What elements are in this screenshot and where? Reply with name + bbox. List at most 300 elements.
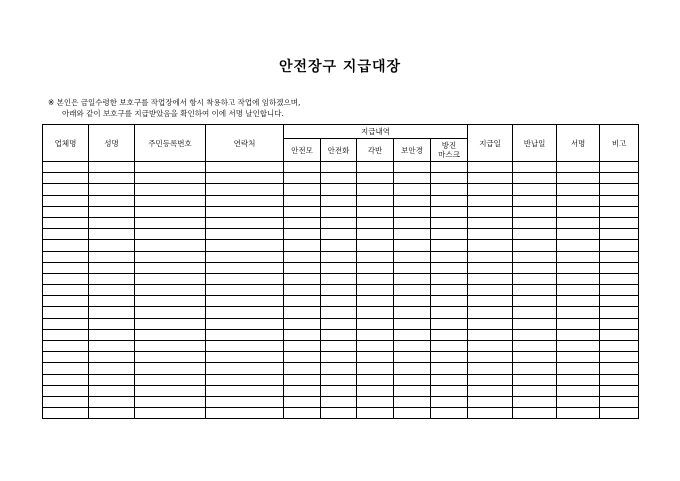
table-cell[interactable]: [394, 352, 431, 363]
table-cell[interactable]: [357, 206, 394, 217]
table-cell[interactable]: [394, 385, 431, 396]
table-cell[interactable]: [135, 396, 206, 407]
table-cell[interactable]: [135, 385, 206, 396]
table-cell[interactable]: [600, 329, 639, 340]
table-cell[interactable]: [43, 240, 89, 251]
table-cell[interactable]: [321, 162, 357, 173]
table-cell[interactable]: [135, 262, 206, 273]
table-cell[interactable]: [557, 307, 600, 318]
table-cell[interactable]: [600, 184, 639, 195]
table-cell[interactable]: [357, 374, 394, 385]
table-cell[interactable]: [89, 251, 135, 262]
table-cell[interactable]: [513, 408, 557, 419]
table-cell[interactable]: [43, 251, 89, 262]
table-cell[interactable]: [468, 408, 513, 419]
table-cell[interactable]: [357, 307, 394, 318]
table-cell[interactable]: [321, 273, 357, 284]
table-cell[interactable]: [513, 273, 557, 284]
table-cell[interactable]: [431, 408, 468, 419]
table-cell[interactable]: [431, 329, 468, 340]
table-cell[interactable]: [43, 329, 89, 340]
table-cell[interactable]: [431, 374, 468, 385]
table-cell[interactable]: [43, 396, 89, 407]
table-cell[interactable]: [513, 341, 557, 352]
table-cell[interactable]: [394, 408, 431, 419]
table-cell[interactable]: [89, 162, 135, 173]
table-cell[interactable]: [431, 385, 468, 396]
table-cell[interactable]: [321, 217, 357, 228]
table-cell[interactable]: [321, 195, 357, 206]
table-cell[interactable]: [89, 385, 135, 396]
table-cell[interactable]: [206, 251, 284, 262]
table-cell[interactable]: [321, 173, 357, 184]
table-cell[interactable]: [431, 184, 468, 195]
table-cell[interactable]: [557, 240, 600, 251]
table-cell[interactable]: [513, 162, 557, 173]
table-cell[interactable]: [600, 341, 639, 352]
table-cell[interactable]: [431, 262, 468, 273]
table-cell[interactable]: [43, 184, 89, 195]
table-cell[interactable]: [357, 341, 394, 352]
table-cell[interactable]: [89, 363, 135, 374]
table-cell[interactable]: [89, 206, 135, 217]
table-cell[interactable]: [431, 352, 468, 363]
table-cell[interactable]: [600, 217, 639, 228]
table-cell[interactable]: [431, 296, 468, 307]
table-cell[interactable]: [284, 408, 321, 419]
table-cell[interactable]: [89, 173, 135, 184]
table-cell[interactable]: [43, 173, 89, 184]
table-cell[interactable]: [284, 385, 321, 396]
table-cell[interactable]: [43, 307, 89, 318]
table-cell[interactable]: [394, 240, 431, 251]
table-cell[interactable]: [394, 318, 431, 329]
table-cell[interactable]: [431, 240, 468, 251]
table-cell[interactable]: [135, 162, 206, 173]
table-cell[interactable]: [600, 240, 639, 251]
table-cell[interactable]: [284, 162, 321, 173]
table-cell[interactable]: [394, 229, 431, 240]
table-cell[interactable]: [394, 374, 431, 385]
table-cell[interactable]: [284, 251, 321, 262]
table-cell[interactable]: [557, 217, 600, 228]
table-cell[interactable]: [43, 273, 89, 284]
table-cell[interactable]: [513, 352, 557, 363]
table-cell[interactable]: [135, 195, 206, 206]
table-cell[interactable]: [321, 363, 357, 374]
table-cell[interactable]: [43, 195, 89, 206]
table-cell[interactable]: [135, 251, 206, 262]
table-cell[interactable]: [600, 173, 639, 184]
table-cell[interactable]: [284, 206, 321, 217]
table-cell[interactable]: [600, 162, 639, 173]
table-cell[interactable]: [513, 262, 557, 273]
table-cell[interactable]: [513, 206, 557, 217]
table-cell[interactable]: [43, 285, 89, 296]
table-cell[interactable]: [513, 329, 557, 340]
table-cell[interactable]: [206, 329, 284, 340]
table-cell[interactable]: [468, 229, 513, 240]
table-cell[interactable]: [394, 217, 431, 228]
table-cell[interactable]: [321, 385, 357, 396]
table-cell[interactable]: [284, 363, 321, 374]
table-cell[interactable]: [43, 408, 89, 419]
table-cell[interactable]: [284, 262, 321, 273]
table-cell[interactable]: [513, 374, 557, 385]
table-cell[interactable]: [468, 285, 513, 296]
table-cell[interactable]: [135, 374, 206, 385]
table-cell[interactable]: [357, 408, 394, 419]
table-cell[interactable]: [600, 195, 639, 206]
table-cell[interactable]: [394, 195, 431, 206]
table-cell[interactable]: [431, 162, 468, 173]
table-cell[interactable]: [284, 195, 321, 206]
table-cell[interactable]: [557, 206, 600, 217]
table-cell[interactable]: [431, 396, 468, 407]
table-cell[interactable]: [321, 318, 357, 329]
table-cell[interactable]: [468, 195, 513, 206]
table-cell[interactable]: [600, 307, 639, 318]
table-cell[interactable]: [394, 162, 431, 173]
table-cell[interactable]: [394, 262, 431, 273]
table-cell[interactable]: [321, 206, 357, 217]
table-cell[interactable]: [600, 352, 639, 363]
table-cell[interactable]: [557, 173, 600, 184]
table-cell[interactable]: [43, 341, 89, 352]
table-cell[interactable]: [513, 385, 557, 396]
table-cell[interactable]: [357, 217, 394, 228]
table-cell[interactable]: [513, 195, 557, 206]
table-cell[interactable]: [89, 273, 135, 284]
table-cell[interactable]: [321, 374, 357, 385]
table-cell[interactable]: [321, 352, 357, 363]
table-cell[interactable]: [557, 273, 600, 284]
table-cell[interactable]: [600, 374, 639, 385]
table-cell[interactable]: [431, 341, 468, 352]
table-cell[interactable]: [135, 363, 206, 374]
table-cell[interactable]: [557, 229, 600, 240]
table-cell[interactable]: [135, 285, 206, 296]
table-cell[interactable]: [206, 307, 284, 318]
table-cell[interactable]: [600, 273, 639, 284]
table-cell[interactable]: [206, 162, 284, 173]
table-cell[interactable]: [284, 352, 321, 363]
table-cell[interactable]: [357, 195, 394, 206]
table-cell[interactable]: [513, 296, 557, 307]
table-cell[interactable]: [321, 307, 357, 318]
table-cell[interactable]: [284, 184, 321, 195]
table-cell[interactable]: [135, 352, 206, 363]
table-cell[interactable]: [321, 396, 357, 407]
table-cell[interactable]: [321, 341, 357, 352]
table-cell[interactable]: [468, 318, 513, 329]
table-cell[interactable]: [206, 374, 284, 385]
table-cell[interactable]: [321, 262, 357, 273]
table-cell[interactable]: [513, 285, 557, 296]
table-cell[interactable]: [206, 229, 284, 240]
table-cell[interactable]: [431, 229, 468, 240]
table-cell[interactable]: [206, 408, 284, 419]
table-cell[interactable]: [89, 285, 135, 296]
table-cell[interactable]: [89, 374, 135, 385]
table-cell[interactable]: [135, 329, 206, 340]
table-cell[interactable]: [43, 296, 89, 307]
table-cell[interactable]: [468, 251, 513, 262]
table-cell[interactable]: [206, 184, 284, 195]
table-cell[interactable]: [468, 396, 513, 407]
table-cell[interactable]: [431, 363, 468, 374]
table-cell[interactable]: [206, 318, 284, 329]
table-cell[interactable]: [89, 217, 135, 228]
table-cell[interactable]: [431, 206, 468, 217]
table-cell[interactable]: [513, 240, 557, 251]
table-cell[interactable]: [600, 251, 639, 262]
table-cell[interactable]: [321, 329, 357, 340]
table-cell[interactable]: [431, 307, 468, 318]
table-cell[interactable]: [135, 206, 206, 217]
table-cell[interactable]: [89, 195, 135, 206]
table-cell[interactable]: [431, 285, 468, 296]
table-row: [43, 273, 639, 284]
table-cell[interactable]: [89, 229, 135, 240]
table-cell[interactable]: [357, 329, 394, 340]
table-cell[interactable]: [321, 285, 357, 296]
table-cell[interactable]: [357, 296, 394, 307]
table-cell[interactable]: [357, 396, 394, 407]
table-cell[interactable]: [284, 285, 321, 296]
table-cell[interactable]: [206, 240, 284, 251]
table-cell[interactable]: [357, 262, 394, 273]
table-cell[interactable]: [89, 318, 135, 329]
table-cell[interactable]: [321, 408, 357, 419]
table-cell[interactable]: [513, 251, 557, 262]
table-cell[interactable]: [513, 363, 557, 374]
table-cell[interactable]: [431, 273, 468, 284]
table-cell[interactable]: [43, 217, 89, 228]
table-cell[interactable]: [89, 296, 135, 307]
table-cell[interactable]: [357, 184, 394, 195]
table-cell[interactable]: [513, 229, 557, 240]
table-cell[interactable]: [600, 318, 639, 329]
table-cell[interactable]: [600, 296, 639, 307]
table-cell[interactable]: [557, 318, 600, 329]
table-cell[interactable]: [513, 184, 557, 195]
table-cell[interactable]: [600, 363, 639, 374]
table-cell[interactable]: [43, 363, 89, 374]
table-cell[interactable]: [468, 206, 513, 217]
table-cell[interactable]: [431, 173, 468, 184]
table-cell[interactable]: [89, 329, 135, 340]
table-cell[interactable]: [89, 240, 135, 251]
table-cell[interactable]: [468, 173, 513, 184]
table-cell[interactable]: [468, 217, 513, 228]
table-cell[interactable]: [284, 296, 321, 307]
table-cell[interactable]: [513, 318, 557, 329]
table-cell[interactable]: [394, 285, 431, 296]
table-cell[interactable]: [600, 408, 639, 419]
table-cell[interactable]: [43, 318, 89, 329]
table-cell[interactable]: [135, 318, 206, 329]
table-cell[interactable]: [357, 240, 394, 251]
table-cell[interactable]: [431, 251, 468, 262]
table-cell[interactable]: [43, 262, 89, 273]
table-cell[interactable]: [206, 262, 284, 273]
table-cell[interactable]: [89, 307, 135, 318]
table-cell[interactable]: [357, 363, 394, 374]
table-cell[interactable]: [557, 162, 600, 173]
table-cell[interactable]: [89, 352, 135, 363]
table-cell[interactable]: [394, 396, 431, 407]
table-cell[interactable]: [206, 341, 284, 352]
table-cell[interactable]: [394, 206, 431, 217]
table-cell[interactable]: [557, 385, 600, 396]
table-cell[interactable]: [43, 352, 89, 363]
table-cell[interactable]: [557, 285, 600, 296]
table-cell[interactable]: [284, 341, 321, 352]
table-cell[interactable]: [394, 329, 431, 340]
table-cell[interactable]: [600, 206, 639, 217]
table-cell[interactable]: [600, 285, 639, 296]
table-cell[interactable]: [284, 318, 321, 329]
table-cell[interactable]: [394, 363, 431, 374]
table-cell[interactable]: [513, 307, 557, 318]
table-cell[interactable]: [557, 352, 600, 363]
table-cell[interactable]: [357, 229, 394, 240]
table-cell[interactable]: [284, 229, 321, 240]
table-cell[interactable]: [43, 229, 89, 240]
table-cell[interactable]: [357, 352, 394, 363]
table-cell[interactable]: [557, 262, 600, 273]
table-cell[interactable]: [468, 352, 513, 363]
table-cell[interactable]: [468, 329, 513, 340]
table-cell[interactable]: [89, 184, 135, 195]
table-cell[interactable]: [394, 251, 431, 262]
table-cell[interactable]: [284, 374, 321, 385]
table-cell[interactable]: [321, 240, 357, 251]
table-cell[interactable]: [468, 341, 513, 352]
table-cell[interactable]: [135, 296, 206, 307]
table-cell[interactable]: [206, 296, 284, 307]
table-cell[interactable]: [357, 273, 394, 284]
table-cell[interactable]: [557, 184, 600, 195]
table-cell[interactable]: [394, 307, 431, 318]
table-cell[interactable]: [135, 307, 206, 318]
table-cell[interactable]: [43, 385, 89, 396]
table-cell[interactable]: [468, 307, 513, 318]
table-cell[interactable]: [557, 396, 600, 407]
table-cell[interactable]: [206, 285, 284, 296]
table-cell[interactable]: [357, 385, 394, 396]
table-cell[interactable]: [600, 396, 639, 407]
table-cell[interactable]: [135, 240, 206, 251]
table-cell[interactable]: [513, 173, 557, 184]
table-cell[interactable]: [468, 385, 513, 396]
table-cell[interactable]: [284, 307, 321, 318]
table-cell[interactable]: [135, 217, 206, 228]
table-cell[interactable]: [89, 341, 135, 352]
table-cell[interactable]: [206, 217, 284, 228]
table-cell[interactable]: [135, 229, 206, 240]
table-cell[interactable]: [513, 217, 557, 228]
table-cell[interactable]: [135, 184, 206, 195]
table-cell[interactable]: [321, 184, 357, 195]
table-cell[interactable]: [321, 251, 357, 262]
table-cell[interactable]: [357, 162, 394, 173]
table-cell[interactable]: [468, 240, 513, 251]
table-cell[interactable]: [394, 273, 431, 284]
table-cell[interactable]: [357, 251, 394, 262]
table-cell[interactable]: [557, 195, 600, 206]
table-cell[interactable]: [600, 385, 639, 396]
table-cell[interactable]: [284, 273, 321, 284]
table-cell[interactable]: [557, 251, 600, 262]
table-cell[interactable]: [43, 206, 89, 217]
table-cell[interactable]: [284, 329, 321, 340]
table-cell[interactable]: [431, 217, 468, 228]
table-cell[interactable]: [321, 229, 357, 240]
table-cell[interactable]: [357, 285, 394, 296]
table-cell[interactable]: [135, 341, 206, 352]
table-cell[interactable]: [206, 385, 284, 396]
table-cell[interactable]: [284, 396, 321, 407]
table-cell[interactable]: [513, 396, 557, 407]
table-cell[interactable]: [206, 195, 284, 206]
table-cell[interactable]: [89, 396, 135, 407]
table-cell[interactable]: [206, 352, 284, 363]
table-cell[interactable]: [431, 318, 468, 329]
table-cell[interactable]: [206, 396, 284, 407]
table-cell[interactable]: [284, 173, 321, 184]
table-cell[interactable]: [557, 408, 600, 419]
table-cell[interactable]: [557, 329, 600, 340]
table-cell[interactable]: [557, 374, 600, 385]
table-cell[interactable]: [135, 408, 206, 419]
table-cell[interactable]: [468, 374, 513, 385]
table-cell[interactable]: [89, 262, 135, 273]
table-cell[interactable]: [206, 273, 284, 284]
table-cell[interactable]: [284, 240, 321, 251]
table-cell[interactable]: [557, 341, 600, 352]
table-cell[interactable]: [357, 318, 394, 329]
table-cell[interactable]: [89, 408, 135, 419]
table-cell[interactable]: [468, 273, 513, 284]
table-cell[interactable]: [394, 296, 431, 307]
table-cell[interactable]: [357, 173, 394, 184]
table-cell[interactable]: [394, 184, 431, 195]
table-cell[interactable]: [468, 363, 513, 374]
table-cell[interactable]: [394, 341, 431, 352]
table-cell[interactable]: [468, 296, 513, 307]
table-cell[interactable]: [135, 273, 206, 284]
table-cell[interactable]: [206, 363, 284, 374]
table-cell[interactable]: [135, 173, 206, 184]
table-cell[interactable]: [394, 173, 431, 184]
table-cell[interactable]: [206, 206, 284, 217]
table-cell[interactable]: [43, 374, 89, 385]
table-cell[interactable]: [206, 173, 284, 184]
table-cell[interactable]: [468, 262, 513, 273]
table-cell[interactable]: [284, 217, 321, 228]
table-cell[interactable]: [321, 296, 357, 307]
table-cell[interactable]: [557, 296, 600, 307]
table-cell[interactable]: [43, 162, 89, 173]
table-cell[interactable]: [431, 195, 468, 206]
table-cell[interactable]: [468, 162, 513, 173]
table-cell[interactable]: [600, 229, 639, 240]
table-cell[interactable]: [600, 262, 639, 273]
table-cell[interactable]: [557, 363, 600, 374]
table-cell[interactable]: [468, 184, 513, 195]
